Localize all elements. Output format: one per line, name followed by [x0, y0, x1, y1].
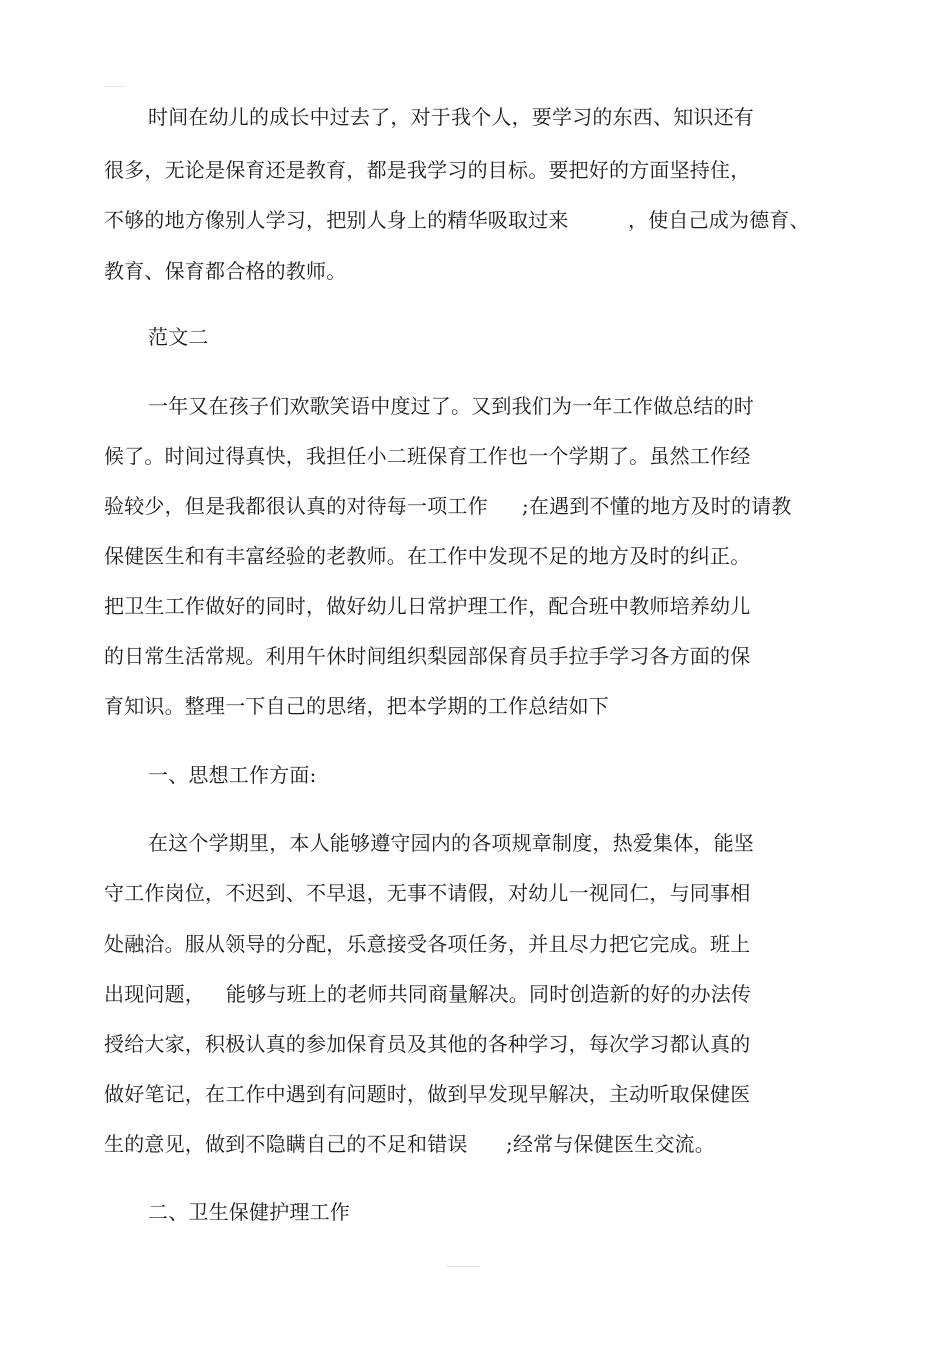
paragraph-3-line-1: 在这个学期里，本人能够遵守园内的各项规章制度，热爱集体，能坚 — [148, 831, 754, 855]
paragraph-3-line-3: 处融洽。服从领导的分配，乐意接受各项任务，并且尽力把它完成。班上 — [104, 932, 751, 956]
paragraph-3-line-7a: 生的意见，做到不隐瞒自己的不足和错误 — [104, 1132, 468, 1156]
paragraph-1-line-2: 很多，无论是保育还是教育，都是我学习的目标。要把好的方面坚持住， — [104, 158, 751, 182]
paragraph-3-line-5: 授给大家，积极认真的参加保育员及其他的各种学习，每次学习都认真的 — [104, 1032, 751, 1056]
section-2-heading: 二、卫生保健护理工作 — [148, 1200, 350, 1224]
paragraph-2-line-1: 一年又在孩子们欢歌笑语中度过了。又到我们为一年工作做总结的时 — [148, 394, 754, 418]
paragraph-2-line-4: 保健医生和有丰富经验的老教师。在工作中发现不足的地方及时的纠正。 — [104, 544, 751, 568]
heading-example-2: 范文二 — [148, 325, 209, 349]
paragraph-2-line-6: 的日常生活常规。利用午休时间组织梨园部保育员手拉手学习各方面的保 — [104, 644, 751, 668]
scan-mark-top — [104, 86, 126, 87]
paragraph-1-line-3a: 不够的地方像别人学习，把别人身上的精华吸取过来 — [104, 208, 569, 232]
paragraph-2-line-7: 育知识。整理一下自己的思绪，把本学期的工作总结如下 — [104, 694, 609, 718]
paragraph-1-line-4: 教育、保育都合格的教师。 — [104, 259, 347, 283]
paragraph-1-line-1: 时间在幼儿的成长中过去了，对于我个人，要学习的东西、知识还有 — [148, 105, 754, 129]
paragraph-2-line-3b: ;在遇到不懂的地方及时的请教 — [522, 494, 792, 518]
paragraph-3-line-4a: 出现问题， — [104, 982, 205, 1006]
scan-mark-bottom — [446, 1266, 480, 1267]
paragraph-3-line-6: 做好笔记，在工作中遇到有问题时，做到早发现早解决，主动听取保健医 — [104, 1082, 751, 1106]
paragraph-2-line-2: 候了。时间过得真快，我担任小二班保育工作也一个学期了。虽然工作经 — [104, 444, 751, 468]
paragraph-3-line-4b: 能够与班上的老师共同商量解决。同时创造新的好的办法传 — [226, 982, 752, 1006]
paragraph-2-line-5: 把卫生工作做好的同时，做好幼儿日常护理工作，配合班中教师培养幼儿 — [104, 594, 751, 618]
paragraph-3-line-2: 守工作岗位，不迟到、不早退，无事不请假，对幼儿一视同仁，与同事相 — [104, 881, 751, 905]
paragraph-3-line-7b: ;经常与保健医生交流。 — [506, 1132, 715, 1156]
paragraph-1-line-3b: ，使自己成为德育、 — [628, 208, 810, 232]
section-1-heading: 一、思想工作方面: — [148, 763, 317, 787]
paragraph-2-line-3a: 验较少，但是我都很认真的对待每一项工作 — [104, 494, 488, 518]
